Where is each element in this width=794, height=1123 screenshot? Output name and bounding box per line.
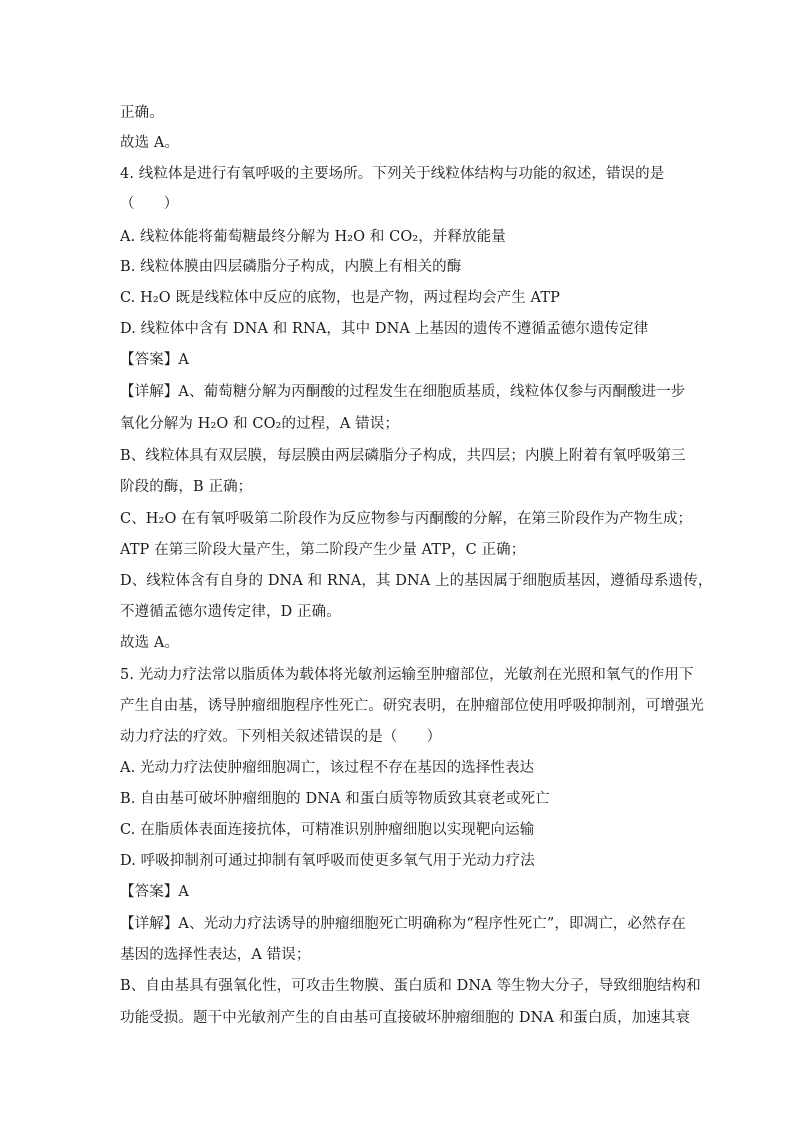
explanation-line: D、线粒体含有自身的 DNA 和 RNA，其 DNA 上的基因属于细胞质基因，遵循母系遗传， xyxy=(120,573,713,589)
option-d: D. 呼吸抑制剂可通过抑制有氧呼吸而使更多氧气用于光动力疗法 xyxy=(120,853,535,869)
option-b: B. 线粒体膜由四层磷脂分子构成，内膜上有相关的酶 xyxy=(120,259,462,275)
explanation-line: 【详解】A、葡萄糖分解为丙酮酸的过程发生在细胞质基质，线粒体仅参与丙酮酸进一步 xyxy=(120,384,686,400)
option-c: C. 在脂质体表面连接抗体，可精准识别肿瘤细胞以实现靶向运输 xyxy=(120,822,535,838)
explanation-line: 阶段的酶，B 正确； xyxy=(120,479,253,495)
answer-label: 【答案】A xyxy=(120,884,189,900)
option-c: C. H₂O 既是线粒体中反应的底物，也是产物，两过程均会产生 ATP xyxy=(120,290,560,306)
explanation-line: ATP 在第三阶段大量产生，第二阶段产生少量 ATP，C 正确； xyxy=(120,542,526,558)
explanation-line: 不遵循孟德尔遗传定律，D 正确。 xyxy=(120,604,341,620)
option-b: B. 自由基可破坏肿瘤细胞的 DNA 和蛋白质等物质致其衰老或死亡 xyxy=(120,791,550,807)
option-a: A. 线粒体能将葡萄糖最终分解为 H₂O 和 CO₂，并释放能量 xyxy=(120,229,506,245)
text-line: 故选 A。 xyxy=(120,135,180,151)
explanation-line: 基因的选择性表达，A 错误； xyxy=(120,947,311,963)
explanation-line: 氧化分解为 H₂O 和 CO₂的过程，A 错误； xyxy=(120,416,399,432)
text-line: 故选 A。 xyxy=(120,635,180,651)
question-4-stem: 4. 线粒体是进行有氧呼吸的主要场所。下列关于线粒体结构与功能的叙述，错误的是 xyxy=(120,166,665,182)
answer-label: 【答案】A xyxy=(120,352,189,368)
option-d: D. 线粒体中含有 DNA 和 RNA，其中 DNA 上基因的遗传不遵循孟德尔遗传定律 xyxy=(120,321,649,337)
question-4-blank: （ ） xyxy=(120,196,179,212)
question-5-stem: 动力疗法的疗效。下列相关叙述错误的是（ ） xyxy=(120,729,442,745)
question-5-stem: 5. 光动力疗法常以脂质体为载体将光敏剂运输至肿瘤部位，光敏剂在光照和氧气的作用下 xyxy=(120,667,694,683)
question-5-stem: 产生自由基，诱导肿瘤细胞程序性死亡。研究表明，在肿瘤部位使用呼吸抑制剂，可增强光 xyxy=(120,698,704,714)
explanation-line: 【详解】A、光动力疗法诱导的肿瘤细胞死亡明确称为“程序性死亡”，即凋亡，必然存在 xyxy=(120,916,686,932)
explanation-line: 功能受损。题干中光敏剂产生的自由基可直接破坏肿瘤细胞的 DNA 和蛋白质，加速其衰 xyxy=(120,1010,691,1026)
explanation-line: B、自由基具有强氧化性，可攻击生物膜、蛋白质和 DNA 等生物大分子，导致细胞结构和 xyxy=(120,978,701,994)
explanation-line: B、线粒体具有双层膜，每层膜由两层磷脂分子构成，共四层；内膜上附着有氧呼吸第三 xyxy=(120,448,686,464)
explanation-line: C、H₂O 在有氧呼吸第二阶段作为反应物参与丙酮酸的分解，在第三阶段作为产物生成； xyxy=(120,511,693,527)
option-a: A. 光动力疗法使肿瘤细胞凋亡，该过程不存在基因的选择性表达 xyxy=(120,760,535,776)
text-line: 正确。 xyxy=(120,105,164,121)
